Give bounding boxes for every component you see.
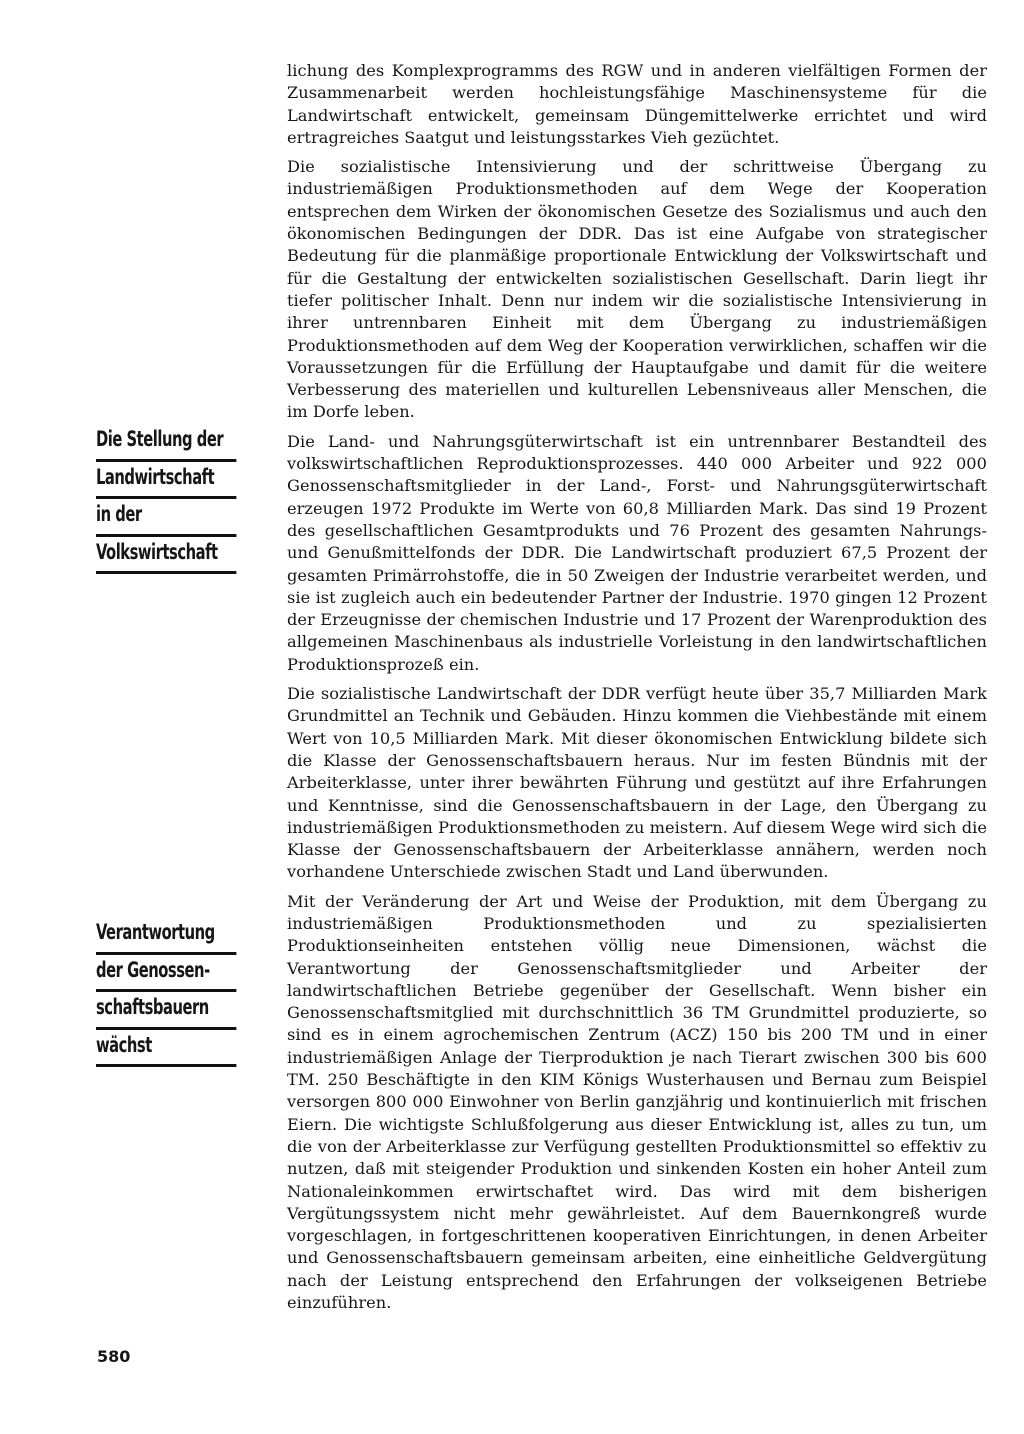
- page-number: 580: [97, 1347, 131, 1366]
- paragraph-grundmittel: Die sozialistische Landwirtschaft der DDR verfügt heute über 35,7 Milliarden Mark Grundmittel an Technik und Gebäuden. Hinzu kommen die Viehbestände mit einem Wert von 10,5 Milliarden Mark. Mit dieser ökonomischen Entwicklung bildete sich die Klasse der Genossenschaftsbauern heraus. Nur im festen Bündnis mit der Arbeiterklasse, unter ihrer bewährten Führung und gestützt auf ihre Erfahrungen und Kenntnisse, sind die Genossenschaftsbauern in der Lage, den Übergang zu industriemäßigen Produktionsmethoden zu meistern. Auf diesem Wege wird sich die Klasse der Genossenschaftsbauern der Arbeiterklasse annähern, werden noch vorhandene Unterschiede zwischen Stadt und Land überwunden.: [287, 684, 987, 882]
- paragraph-verantwortung: Mit der Veränderung der Art und Weise der Produktion, mit dem Übergang zu industriemäßigen Produktionsmethoden und zu spezialisierten Produktionseinheiten entstehen völlig neue Dimensionen, wächst die Verantwortung der Genossenschaftsmitglieder und Arbeiter der landwirtschaftlichen Betriebe gegenüber der Gesellschaft. Wenn bisher ein Genossenschaftsmitglied mit durchschnittlich 36 TM Grundmittel produzierte, so sind es in einem agrochemischen Zentrum (ACZ) 150 bis 200 TM und in einer industriemäßigen Anlage der Tierproduktion je nach Tierart zwischen 300 bis 600 TM. 250 Beschäftigte in den KIM Königs Wusterhausen und Bernau zum Beispiel versorgen 800 000 Einwohner von Berlin ganzjährig und kontinuierlich mit frischen Eiern. Die wichtigste Schlußfolgerung aus dieser Entwicklung ist, alles zu tun, um die von der Arbeiterklasse zur Verfügung gestellten Produktionsmittel so effektiv zu nutzen, daß mit steigender Produktion und sinkenden Kosten ein hoher Anteil zum Nationaleinkommen erwirtschaftet wird. Das wird mit dem bisherigen Vergütungssystem nicht mehr gewährleistet. Auf dem Bauernkongreß wurde vorgeschlagen, in fortgeschrittenen kooperativen Einrichtungen, in denen Arbeiter und Genossenschaftsbauern gemeinsam arbeiten, eine einheitliche Geldvergütung nach der Leistung entsprechend den Erfahrungen der volkseigenen Betriebe einzuführen.: [287, 891, 987, 1313]
- sidehead-line: wächst: [96, 1031, 236, 1068]
- sidehead-line: Landwirtschaft: [96, 463, 236, 500]
- sidehead-verantwortung: [96, 918, 236, 1068]
- sidehead-stellung-landwirtschaft: [96, 425, 236, 575]
- sidehead-line: Verantwortung: [96, 918, 236, 955]
- sidehead-line: in der: [96, 500, 236, 537]
- sidehead-line: schaftsbauern: [96, 993, 236, 1030]
- paragraph-continuation: lichung des Komplexprogramms des RGW und in anderen vielfältigen Formen der Zusammenarbeit werden hochleistungsfähige Maschinensysteme für die Landwirtschaft entwickelt, gemeinsam Düngemittelwerke errichtet und wird ertragreiches Saatgut und leistungsstarkes Vieh gezüchtet.: [287, 61, 987, 147]
- sidehead-line: Volkswirtschaft: [96, 538, 236, 575]
- paragraph-intensivierung: Die sozialistische Intensivierung und der schrittweise Übergang zu industriemäßigen Produktionsmethoden auf dem Wege der Kooperation entsprechen dem Wirken der ökonomischen Gesetze des Sozialismus und auch den ökonomischen Bedingungen der DDR. Das ist eine Aufgabe von strategischer Bedeutung für die planmäßige proportionale Entwicklung der Volkswirtschaft und für die Gestaltung der entwickelten sozialistischen Gesellschaft. Darin liegt ihr tiefer politischer Inhalt. Denn nur indem wir die sozialistische Intensivierung in ihrer untrennbaren Einheit mit dem Übergang zu industriemäßigen Produktionsmethoden auf dem Weg der Kooperation verwirklichen, schaffen wir die Voraussetzungen für die Erfüllung der Hauptaufgabe und damit für die weitere Verbesserung des materiellen und kulturellen Lebensniveaus aller Menschen, die im Dorfe leben.: [287, 157, 987, 422]
- sidehead-line: der Genossen-: [96, 956, 236, 993]
- body-text-column: [287, 60, 987, 1321]
- sidehead-line: Die Stellung der: [96, 425, 236, 462]
- paragraph-stellung: Die Land- und Nahrungsgüterwirtschaft ist ein untrennbarer Bestandteil des volkswirtschaftlichen Reproduktionsprozesses. 440 000 Arbeiter und 922 000 Genossenschaftsmitglieder in der Land-, Forst- und Nahrungsgüterwirtschaft erzeugen 1972 Produkte im Werte von 60,8 Milliarden Mark. Das sind 19 Prozent des gesellschaftlichen Gesamtprodukts und 76 Prozent des gesamten Nahrungs- und Genußmittelfonds der DDR. Die Landwirtschaft produziert 67,5 Prozent der gesamten Primärrohstoffe, die in 50 Zweigen der Industrie verarbeitet werden, und sie ist zugleich auch ein bedeutender Partner der Industrie. 1970 gingen 12 Prozent der Erzeugnisse der chemischen Industrie und 17 Prozent der Warenproduktion des allgemeinen Maschinenbaus als industrielle Vorleistung in den landwirtschaftlichen Produktionsprozeß ein.: [287, 431, 987, 674]
